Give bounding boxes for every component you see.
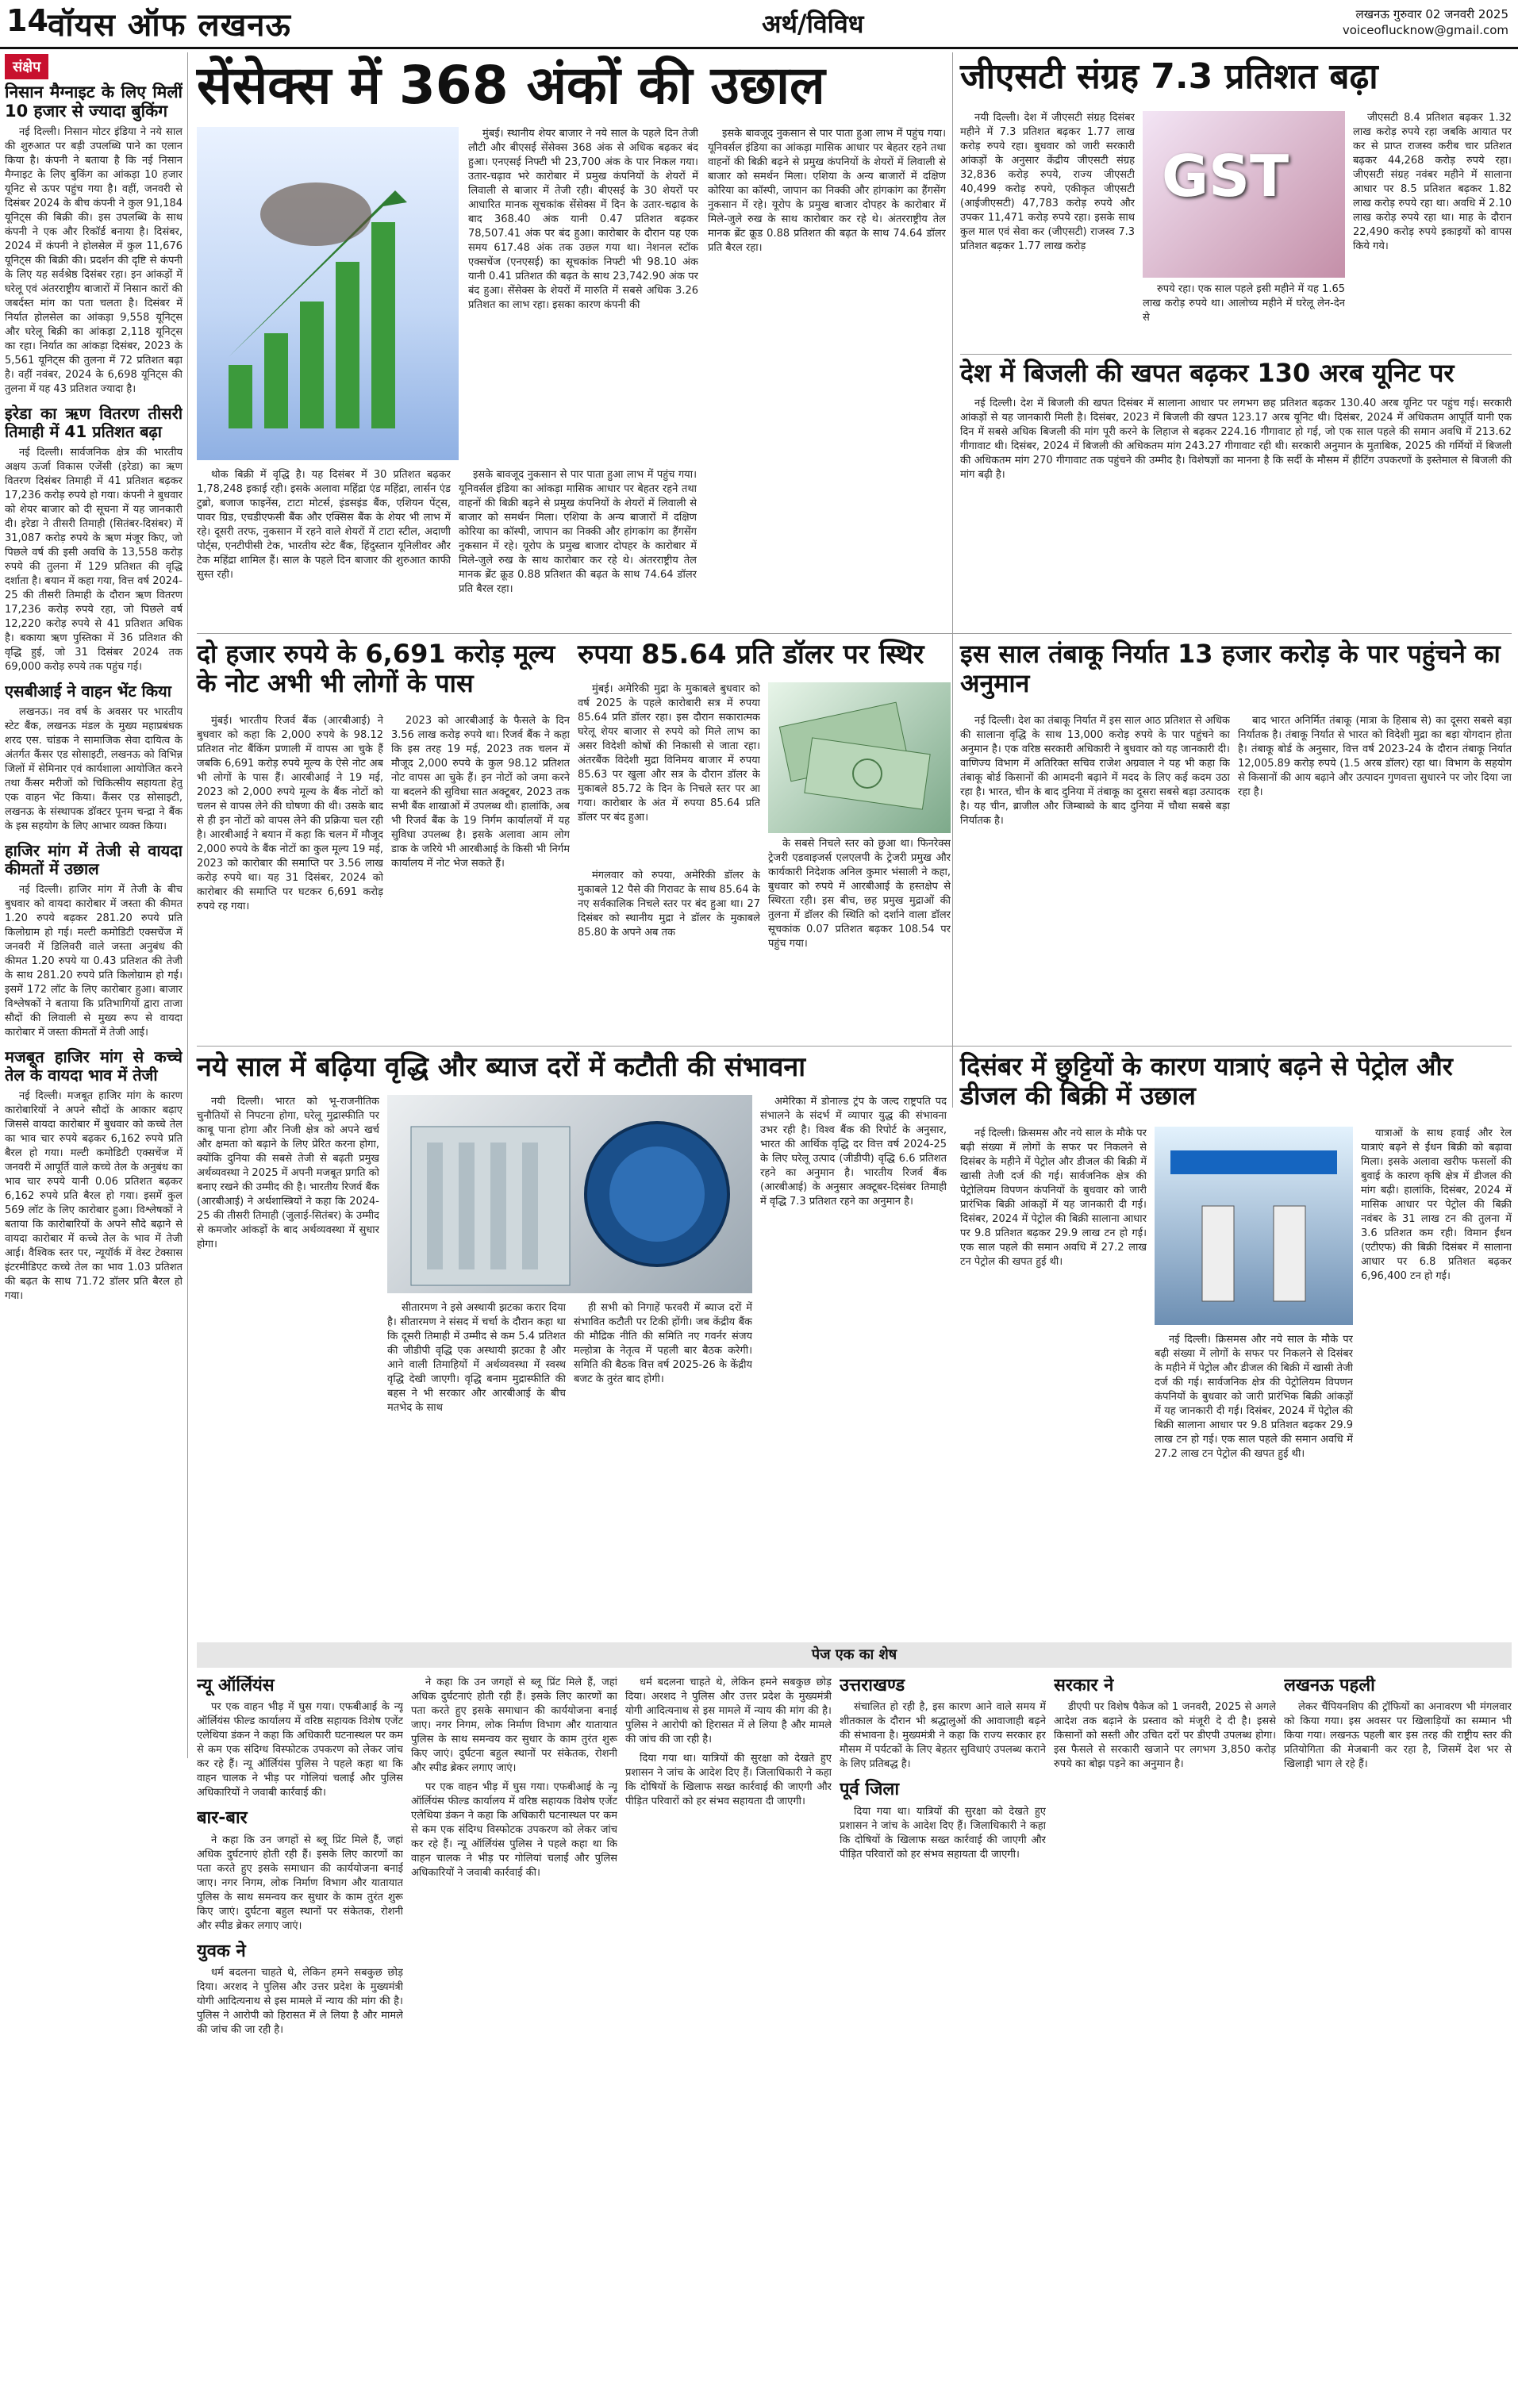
brief-headline-ireda: इरेडा का ऋण वितरण तीसरी तिमाही में 41 प्रतिशत बढ़ा <box>5 404 183 442</box>
power-headline: देश में बिजली की खपत बढ़कर 130 अरब यूनिट पर <box>960 358 1455 388</box>
fuel-column-2 <box>1155 1333 1353 1634</box>
section-rule <box>197 633 1512 634</box>
gst-column-1 <box>960 111 1135 349</box>
section-rule <box>960 354 1512 355</box>
cont-body-baar-baar: ने कहा कि उन जगहों से ब्लू प्रिंट मिले हैं, जहां अधिक दुर्घटनाएं होती रही हैं। इसके लिए कारणों का पता करते हुए इसके समाधान की कार्ययोजना बनाई जाए। नगर निगम, लोक निर्माण विभाग और यातायात पुलिस के साथ समन्वय कर सुधार के काम तुरंत शुरू किए जाएं। दुर्घटना बहुल स्थानों पर संकेतक, रोशनी और स्पीड ब्रेकर लगाए जाएं। <box>197 1834 403 1932</box>
rates-headline: नये साल में बढ़िया वृद्धि और ब्याज दरों में कटौती की संभावना <box>197 1051 806 1083</box>
continuation-banner: पेज एक का शेष <box>197 1642 1512 1668</box>
gst-headline: जीएसटी संग्रह 7.3 प्रतिशत बढ़ा <box>960 56 1378 97</box>
brief-body-zinc: नई दिल्ली। हाजिर मांग में तेजी के बीच बुधवार को वायदा कारोबार में जस्ता की कीमत 1.20 रुपये बढ़कर 281.20 रुपये प्रति किलोग्राम हो गई। मल्टी कमोडिटी एक्सचेंज में जनवरी में डिलिवरी वाले जस्ता अनुबंध की कीमत 1.20 रुपये या 0.43 प्रतिशत की तेजी के साथ 281.20 रुपये प्रति किलोग्राम हो गई। इसमें 172 लॉट के लिए कारोबार हुआ। बाजार विश्लेषकों ने बताया कि प्रतिभागियों द्वारा ताजा सौदों की लिवाली से मुख्य रूप से वायदा कारोबार में जस्ता कीमतों में तेजी आई। <box>5 884 183 1039</box>
sensex-body-1: मुंबई। स्थानीय शेयर बाजार ने नये साल के पहले दिन तेजी लौटी और बीएसई सेंसेक्स 368 अंक से अधिक बढ़कर बंद हुआ। एनएसई निफ्टी भी 23,700 अंक के पार निकल गया। उतार-चढ़ाव भरे कारोबार में प्रमुख कंपनियों के शेयरों में लिवाली से बाजार में तेजी रही। बीएसई के 30 शेयरों पर आधारित मानक सूचकांक सेंसेक्स में दिन के उतार-चढ़ाव के बाद 368.40 अंक यानी 0.47 प्रतिशत बढ़कर 78,507.41 अंक पर बंद हुआ। कारोबार के दौरान यह एक समय 617.48 अंक तक उछल गया था। नेशनल स्टॉक एक्सचेंज (एनएसई) का सूचकांक निफ्टी भी 98.10 अंक यानी 0.41 प्रतिशत की बढ़त के साथ 23,742.90 अंक पर बंद हुआ। सेंसेक्स के शेयरों में मारुति में सबसे अधिक 3.26 प्रतिशत का लाभ रहा। इसका कारण कंपनी की <box>468 128 698 311</box>
tobacco-body-2: बाद भारत अनिर्मित तंबाकू (मात्रा के हिसाब से) का दूसरा सबसे बड़ा निर्यातक है। तंबाकू निर्यात से भारत को विदेशी मुद्रा का बड़ा योगदान होता है। तंबाकू बोर्ड के अनुसार, वित्त वर्ष 2023-24 के दौरान तंबाकू निर्यात 12,005.89 करोड़ रुपये (1.5 अरब डॉलर) रहा था। विभाग के सहयोग से किसानों की आय बढ़ाने और उत्पादन गुणवत्ता सुधारने पर जोर दिया जा रहा है। <box>1238 715 1512 798</box>
gst-image-label: GST <box>1162 143 1289 209</box>
notes-body-1: मुंबई। भारतीय रिजर्व बैंक (आरबीआई) ने बुधवार को कहा कि 2,000 रुपये के 98.12 प्रतिशत नोट बैंकिंग प्रणाली में वापस आ चुके हैं जबकि 6,691 करोड़ रुपये मूल्य के ऐसे नोट अब भी लोगों के पास हैं। आरबीआई ने 19 मई, 2023 को 2,000 रुपये मूल्य के बैंक नोटों को चलन से वापस लेने की घोषणा की थी। उसके बाद से ही इन नोटों को वापस लेने की प्रक्रिया चल रही है। आरबीआई ने बयान में कहा कि चलन में मौजूद 2,000 रुपये के बैंक नोटों का कुल मूल्य 19 मई, 2023 को कारोबार की समाप्ति पर 3.56 लाख करोड़ रुपये था। यह 31 दिसंबर, 2024 को कारोबार की समाप्ति पर घटकर 6,691 करोड़ रुपये रह गया। <box>197 715 383 912</box>
cont-tag-purv-jila: पूर्व जिला <box>840 1780 900 1800</box>
rupee-column-1 <box>578 682 760 865</box>
gst-body-3: रुपये रहा। एक साल पहले इसी महीने में यह 1.65 लाख करोड़ रुपये था। आलोच्य महीने में घरेलू लेन-देन से <box>1143 283 1345 324</box>
brief-headline-crude: मजबूत हाजिर मांग से कच्चे तेल के वायदा भाव में तेजी <box>5 1047 183 1085</box>
cont-body-2b: पर एक वाहन भीड़ में घुस गया। एफबीआई के न्यू ऑर्लियंस फील्ड कार्यालय में वरिष्ठ सहायक विशेष एजेंट एलेथिया डंकन ने कहा कि अधिकारी घटनास्थल पर कम से कम एक संदिग्ध विस्फोटक उपकरण को लेकर जांच कर रहे हैं। न्यू ऑर्लियंस पुलिस ने पहले कहा था कि वाहन चालक ने भीड़ पर गोलियां चलाईं और पुलिस अधिकारियों ने जवाबी कार्रवाई की। <box>411 1781 617 1879</box>
continuation-column-1 <box>197 1676 403 2390</box>
cont-body-lucknow: लेकर चैंपियनशिप की ट्रॉफियों का अनावरण भी मंगलवार को किया गया। इस अवसर पर खिलाड़ियों का सम्मान भी किया गया। लखनऊ पहली बार इस तरह की राष्ट्रीय स्तर की प्रतियोगिता की मेजबानी कर रहा है, जिसमें देश भर से खिलाड़ी भाग ले रहे हैं। <box>1284 1701 1512 1771</box>
brief-body-ireda: नई दिल्ली। सार्वजनिक क्षेत्र की भारतीय अक्षय ऊर्जा विकास एजेंसी (इरेडा) का ऋण वितरण दिसंबर तिमाही में 41 प्रतिशत बढ़कर 17,236 करोड़ रुपये हो गया। कंपनी ने बुधवार को शेयर बाजार को दी सूचना में यह जानकारी दी। इरेडा ने तीसरी तिमाही (सितंबर-दिसंबर) में 31,087 करोड़ रुपये के ऋण मंजूर किए, जो पिछले वर्ष की इसी अवधि के 13,558 करोड़ रुपये की तुलना में 129 प्रतिशत की वृद्धि दर्शाता है। बयान में कहा गया, वित्त वर्ष 2024-25 की तीसरी तिमाही के दौरान ऋण वितरण 17,236 करोड़ रुपये रहा, जो पिछले वर्ष 12,220 करोड़ रुपये से 41 प्रतिशत अधिक है। बकाया ऋण पुस्तिका में 36 प्रतिशत की वृद्धि हुई, जो 31 दिसंबर 2024 तक 69,000 करोड़ रुपये तक पहुंच गई। <box>5 447 183 674</box>
cont-body-yuvak: धर्म बदलना चाहते थे, लेकिन हमने सबकुछ छोड़ दिया। अरशद ने पुलिस और उत्तर प्रदेश के मुख्यमंत्री योगी आदित्यनाथ से इस मामले में न्याय की मांग की है। पुलिस ने आरोपी को हिरासत में ले लिया है और मामले की जांच की जा रही है। <box>197 1966 403 2036</box>
email: voiceoflucknow@gmail.com <box>1342 23 1508 37</box>
rates-body-1: नयी दिल्ली। भारत को भू-राजनीतिक चुनौतियों से निपटना होगा, घरेलू मुद्रास्फीति पर काबू पाना होगा और निजी क्षेत्र को अपने खर्च और क्षमता को बढ़ाने के लिए प्रेरित करना होगा, क्योंकि दुनिया की सबसे तेजी से बढ़ती प्रमुख अर्थव्यवस्था ने 2025 में अपनी मजबूत प्रगति को बनाए रखने की उम्मीद की है। भारतीय रिजर्व बैंक (आरबीआई) ने अर्थशास्त्रियों ने कहा कि 2024-25 की तीसरी तिमाही (जुलाई-सितंबर) के उम्मीद से कमजोर आंकड़ों के बाद अर्थव्यवस्था में सुधार होगा। <box>197 1096 379 1250</box>
rates-body-2: सीतारमण ने इसे अस्थायी झटका करार दिया है। सीतारमण ने संसद में चर्चा के दौरान कहा था कि दूसरी तिमाही में उम्मीद से कम 5.4 प्रतिशत की जीडीपी वृद्धि एक अस्थायी झटका है और आने वाली तिमाहियों में अर्थव्यवस्था में स्वस्थ वृद्धि देखी जाएगी। वृद्धि बनाम मुद्रास्फीति की बहस ने भी सरकार और आरबीआई के बीच मतभेद के साथ <box>387 1302 566 1414</box>
cont-tag-lucknow: लखनऊ पहली <box>1284 1676 1375 1696</box>
cont-tag-new-orleans: न्यू ऑर्लियंस <box>197 1676 275 1696</box>
gst-image <box>1143 111 1345 278</box>
rupee-body-2: के सबसे निचले स्तर को छुआ था। फिनरेक्स ट्रेजरी एडवाइजर्स एलएलपी के ट्रेजरी प्रमुख और कार्यकारी निदेशक अनिल कुमार भंसाली ने कहा, बुधवार को रुपये में आरबीआई के हस्तक्षेप से स्थिरता रही। इस बीच, छह प्रमुख मुद्राओं की तुलना में डॉलर की स्थिति को दर्शाने वाला डॉलर सूचकांक 0.07 प्रतिशत बढ़कर 108.54 पर पहुंच गया। <box>768 838 951 950</box>
brief-headline-zinc: हाजिर मांग में तेजी से वायदा कीमतों में उछाल <box>5 841 183 879</box>
left-brief-column <box>5 83 183 1757</box>
brief-tag: संक्षेप <box>5 54 48 79</box>
tobacco-body-1: नई दिल्ली। देश का तंबाकू निर्यात में इस साल आठ प्रतिशत से अधिक की सालाना वृद्धि के साथ 13,000 करोड़ रुपये के पार पहुंचने का अनुमान है। एक वरिष्ठ सरकारी अधिकारी ने बुधवार को यह जानकारी दी। वाणिज्य विभाग में अतिरिक्त सचिव राजेश अग्रवाल ने यह भी कहा कि तंबाकू बोर्ड किसानों की आमदनी बढ़ाने में मदद के लिए कई कदम उठा रहा है। भारत, चीन के बाद दुनिया में तंबाकू का दूसरा सबसे बड़ा उत्पादक है। यह चीन, ब्राजील और जिम्बाब्वे के बाद दुनिया में चौथा सबसे बड़ा निर्यातक है। <box>960 715 1230 827</box>
fuel-body-1: नई दिल्ली। क्रिसमस और नये साल के मौके पर बढ़ी संख्या में लोगों के सफर पर निकलने से दिसंबर के महीने में पेट्रोल और डीजल की बिक्री में खासी तेजी दर्ज की गई। सार्वजनिक क्षेत्र की पेट्रोलियम विपणन कंपनियों के बुधवार को जारी प्रारंभिक बिक्री आंकड़ों में यह जानकारी दी गई। दिसंबर, 2024 में पेट्रोल की बिक्री सालाना आधार पर 9.8 प्रतिशत बढ़कर 29.9 लाख टन हो गई। एक साल पहले की समान अवधि में 27.2 लाख टन पेट्रोल की खपत हुई थी। <box>960 1127 1147 1268</box>
notes-headline: दो हजार रुपये के 6,691 करोड़ मूल्य के नोट अभी भी लोगों के पास <box>197 639 555 698</box>
brief-headline-sbi: एसबीआई ने वाहन भेंट किया <box>5 682 171 701</box>
gst-column-2 <box>1353 111 1512 349</box>
continuation-column-5 <box>1054 1676 1276 2390</box>
column-divider <box>952 52 953 1108</box>
cont-tag-yuvak: युवक ने <box>197 1941 246 1961</box>
gst-column-3 <box>1143 282 1345 349</box>
column-divider <box>187 52 188 1758</box>
notes-column-2 <box>391 714 570 1039</box>
cont-body-new-orleans: पर एक वाहन भीड़ में घुस गया। एफबीआई के न्यू ऑर्लियंस फील्ड कार्यालय में वरिष्ठ सहायक विशेष एजेंट एलेथिया डंकन ने कहा कि अधिकारी घटनास्थल पर कम से कम एक संदिग्ध विस्फोटक उपकरण को लेकर जांच कर रहे हैं। न्यू ऑर्लियंस पुलिस ने पहले कहा था कि वाहन चालक ने भीड़ पर गोलियां चलाईं और पुलिस अधिकारियों ने जवाबी कार्रवाई की। <box>197 1701 403 1799</box>
rupee-column-3 <box>578 869 760 1039</box>
cont-body-3b: दिया गया था। यात्रियों की सुरक्षा को देखते हुए प्रशासन ने जांच के आदेश दिए हैं। जिलाधिकारी ने कहा कि दोषियों के खिलाफ सख्त कार्रवाई की जाएगी और पीड़ित परिवारों को हर संभव सहायता दी जाएगी। <box>625 1753 832 1807</box>
brief-headline-nissan: निसान मैग्नाइट के लिए मिलीं 10 हजार से ज्यादा बुकिंग <box>5 83 183 121</box>
power-column <box>960 397 1512 627</box>
continuation-column-2 <box>411 1676 617 2390</box>
cont-body-uttarakhand: संचालित हो रही है, इस कारण आने वाले समय में शीतकाल के दौरान भी श्रद्धालुओं की आवाजाही बढ़ने की संभावना है। मुख्यमंत्री ने कहा कि राज्य सरकार हर मौसम में पर्यटकों के लिए बेहतर सुविधाएं उपलब्ध कराने के लिए प्रतिबद्ध है। <box>840 1701 1046 1771</box>
brief-body-sbi: लखनऊ। नव वर्ष के अवसर पर भारतीय स्टेट बैंक, लखनऊ मंडल के मुख्य महाप्रबंधक शरद एस. चांडक ने सामाजिक सेवा दायित्व के अंतर्गत कैंसर एड सोसाइटी, लखनऊ को विभिन्न जिलों में सेमिनार एवं कार्यशाला आयोजित करने तथा कैंसर मरीजों को चिकित्सीय सहायता हेतु एक वाहन भेंट किया। कैंसर एड सोसाइटी, लखनऊ के संस्थापक डॉक्टर पूनम चन्द्रा ने बैंक के इस सहयोग के लिए आभार व्यक्त किया। <box>5 706 183 833</box>
sensex-bull-image <box>197 127 459 460</box>
rupee-body-3: मंगलवार को रुपया, अमेरिकी डॉलर के मुकाबले 12 पैसे की गिरावट के साथ 85.64 के नए सर्वकालिक निचले स्तर पर बंद हुआ था। 27 दिसंबर को स्थानीय मुद्रा ने डॉलर के मुकाबले 85.80 के अपने अब तक <box>578 870 760 939</box>
rupee-column-2 <box>768 837 951 1039</box>
rbi-building-image <box>387 1095 752 1293</box>
fuel-headline: दिसंबर में छुट्टियों के कारण यात्राएं बढ़ने से पेट्रोल और डीजल की बिक्री में उछाल <box>960 1051 1453 1111</box>
fuel-column-3 <box>1361 1127 1512 1634</box>
dateline <box>1343 6 1508 38</box>
cont-body-sarkar: डीएपी पर विशेष पैकेज को 1 जनवरी, 2025 से अगले आदेश तक बढ़ाने के प्रस्ताव को मंजूरी दे दी है। इससे किसानों को सस्ती और उचित दरों पर डीएपी उपलब्ध होगा। इस फैसले से सरकारी खजाने पर लगभग 3,850 करोड़ रुपये का बोझ पड़ने का अनुमान है। <box>1054 1701 1276 1771</box>
sensex-column-1 <box>468 127 698 460</box>
section-title: अर्थ/विविध <box>762 9 864 39</box>
rupee-body-1: मुंबई। अमेरिकी मुद्रा के मुकाबले बुधवार को वर्ष 2025 के पहले कारोबारी सत्र में रुपया 85.64 प्रति डॉलर रहा। इस दौरान सकारात्मक घरेलू शेयर बाजार से रुपये को मिले लाभ का असर विदेशी कोषों की निकासी से जाता रहा। अंतरबैंक विदेशी मुद्रा विनिमय बाजार में रुपया 85.63 पर खुला और सत्र के दौरान डॉलर के मुकाबले 85.72 के दिन के निचले स्तर पर आ गया। कारोबार के अंत में रुपया 85.64 प्रति डॉलर पर बंद हुआ। <box>578 683 760 824</box>
page-number: 14 <box>6 3 48 38</box>
rates-column-1 <box>197 1095 379 1634</box>
masthead: वॉयस ऑफ लखनऊ <box>48 7 291 44</box>
continuation-column-3 <box>625 1676 832 2390</box>
sensex-body-3: इसके बावजूद नुकसान से पार पाता हुआ लाभ में पहुंच गया। यूनिवर्सल इंडिया का आंकड़ा मासिक आधार पर बेहतर रहने तथा वाहनों की बिक्री बढ़ने से प्रमुख कंपनियों के शेयरों में लिवाली से बाजार को समर्थन मिला। एशिया के अन्य बाजारों में दक्षिण कोरिया का कॉस्पी, जापान का निक्की और हांगकांग का हैंगसेंग नुकसान में रहे। यूरोप के प्रमुख बाजार दोपहर के कारोबार में मिले-जुले रुख के साथ कारोबार कर रहे थे। अंतरराष्ट्रीय तेल मानक ब्रेंट क्रूड 0.88 प्रतिशत की बढ़त के साथ 74.64 डॉलर प्रति बैरल रहा। <box>459 469 697 595</box>
dollar-notes-image <box>768 682 951 833</box>
section-rule <box>197 1046 1512 1047</box>
cont-body-2: ने कहा कि उन जगहों से ब्लू प्रिंट मिले हैं, जहां अधिक दुर्घटनाएं होती रही हैं। इसके लिए कारणों का पता करते हुए इसके समाधान की कार्ययोजना बनाई जाए। नगर निगम, लोक निर्माण विभाग और यातायात पुलिस के साथ समन्वय कर सुधार के काम तुरंत शुरू किए जाएं। दुर्घटना बहुल स्थानों पर संकेतक, रोशनी और स्पीड ब्रेकर लगाए जाएं। <box>411 1676 617 1774</box>
sensex-headline: सेंसेक्स में 368 अंकों की उछाल <box>197 55 825 116</box>
sensex-body-4: इसके बावजूद नुकसान से पार पाता हुआ लाभ में पहुंच गया। यूनिवर्सल इंडिया का आंकड़ा मासिक आधार पर बेहतर रहने तथा वाहनों की बिक्री बढ़ने से प्रमुख कंपनियों के शेयरों में लिवाली से बाजार को समर्थन मिला। एशिया के अन्य बाजारों में दक्षिण कोरिया का कॉस्पी, जापान का निक्की और हांगकांग का हैंगसेंग नुकसान में रहे। यूरोप के प्रमुख बाजार दोपहर के कारोबार में मिले-जुले रुख के साथ कारोबार कर रहे थे। अंतरराष्ट्रीय तेल मानक ब्रेंट क्रूड 0.88 प्रतिशत की बढ़त के साथ 74.64 डॉलर प्रति बैरल रहा। <box>708 128 946 254</box>
fuel-body-2: यात्राओं के साथ हवाई और रेल यात्राएं बढ़ने से ईंधन बिक्री को बढ़ावा मिला। इसके अलावा खरीफ फसलों की बुवाई के कारण कृषि क्षेत्र में डीजल की मांग बढ़ी। हालांकि, दिसंबर, 2024 में मासिक आधार पर पेट्रोल की बिक्री नवंबर के 31 लाख टन की तुलना में 3.6 प्रतिशत कम रही। विमान ईंधन (एटीएफ) की बिक्री दिसंबर में सालाना आधार पर 6.8 प्रतिशत बढ़कर 6,96,400 टन हो गई। <box>1361 1127 1512 1282</box>
cont-tag-baar-baar: बार-बार <box>197 1808 248 1829</box>
power-body: नई दिल्ली। देश में बिजली की खपत दिसंबर में सालाना आधार पर लगभग छह प्रतिशत बढ़कर 130.40 अरब यूनिट पर पहुंच गई। सरकारी आंकड़ों से यह जानकारी मिली है। दिसंबर, 2023 में बिजली की खपत 123.17 अरब यूनिट थी। दिसंबर, 2024 में अधिकतम आपूर्ति यानी एक दिन में सबसे अधिक बिजली की मांग पूरी करने के लिहाज से बढ़कर 224.16 गीगावाट हो गई, जो एक साल पहले की समान अवधि में 213.62 गीगावाट थी। दिसंबर, 2024 में बिजली की अधिकतम मांग 243.27 गीगावाट रही थी। सरकारी अनुमान के मुताबिक, 2025 की गर्मियों में बिजली की अधिकतम मांग 270 गीगावाट तक पहुंचने की उम्मीद है। विशेषज्ञों का मानना है कि सर्दी के मौसम में हीटिंग उपकरणों के इस्तेमाल से बिजली की मांग बढ़ी है। <box>960 397 1512 481</box>
rates-body-3: ही सभी को निगाहें फरवरी में ब्याज दरों में संभावित कटौती पर टिकी होंगी। जब केंद्रीय बैंक की मौद्रिक नीति की समिति नए गवर्नर संजय मल्होत्रा के नेतृत्व में पहली बार बैठक करेगी। समिति की बैठक वित्त वर्ष 2025-26 के केंद्रीय बजट के तुरंत बाद होगी। <box>574 1302 752 1385</box>
cont-tag-sarkar: सरकार ने <box>1054 1676 1114 1696</box>
fuel-station-image <box>1155 1127 1353 1325</box>
rupee-headline: रुपया 85.64 प्रति डॉलर पर स्थिर <box>578 639 924 670</box>
continuation-column-6 <box>1284 1676 1512 2390</box>
cont-body-3: धर्म बदलना चाहते थे, लेकिन हमने सबकुछ छोड़ दिया। अरशद ने पुलिस और उत्तर प्रदेश के मुख्यमंत्री योगी आदित्यनाथ से इस मामले में न्याय की मांग की है। पुलिस ने आरोपी को हिरासत में ले लिया है और मामले की जांच की जा रही है। <box>625 1676 832 1746</box>
rates-body-4: अमेरिका में डोनाल्ड ट्रंप के जल्द राष्ट्रपति पद संभालने के संदर्भ में व्यापार युद्ध की संभावना उभर रही है। विश्व बैंक की रिपोर्ट के अनुसार, भारत की आर्थिक वृद्धि दर वित्त वर्ष 2024-25 के लिए घरेलू उत्पाद (जीडीपी) वृद्धि 6.6 प्रतिशत रहने का अनुमान है। भारतीय रिजर्व बैंक (आरबीआई) के अनुसार अक्टूबर-दिसंबर तिमाही में वृद्धि 7.3 प्रतिशत रहने का अनुमान है। <box>760 1096 947 1208</box>
rates-column-4 <box>760 1095 947 1634</box>
notes-body-2: 2023 को आरबीआई के फैसले के दिन 3.56 लाख करोड़ रुपये था। रिजर्व बैंक ने कहा कि इस तरह 19 मई, 2023 तक चलन में मौजूद 2,000 रुपये के कुल 98.12 प्रतिशत नोट वापस आ चुके हैं। इन नोटों को जमा करने या बदलने की सुविधा सात अक्टूबर, 2023 तक सभी बैंक शाखाओं में उपलब्ध थी। हालांकि, अब भी रिजर्व बैंक के 19 निर्गम कार्यालयों में यह सुविधा उपलब्ध है। इसके अलावा आम लोग डाक के जरिये भी आरबीआई के किसी भी निर्गम कार्यालय में नोट भेज सकते हैं। <box>391 715 570 870</box>
rates-column-2 <box>387 1301 566 1634</box>
sensex-column-4 <box>708 127 946 627</box>
continuation-column-4 <box>840 1676 1046 2390</box>
gst-body-1: नयी दिल्ली। देश में जीएसटी संग्रह दिसंबर महीने में 7.3 प्रतिशत बढ़कर 1.77 लाख करोड़ रुपये रहा। बुधवार को जारी सरकारी आंकड़ों के अनुसार केंद्रीय जीएसटी संग्रह 32,836 करोड़ रुपये, राज्य जीएसटी 40,499 करोड़ रुपये, एकीकृत जीएसटी (आईजीएसटी) 47,783 करोड़ रुपये और उपकर 11,471 करोड़ रुपये रहा। इसके साथ कुल माल एवं सेवा कर (जीएसटी) राजस्व 7.3 प्रतिशत बढ़कर 1.77 लाख करोड़ <box>960 112 1135 252</box>
brief-body-nissan: नई दिल्ली। निसान मोटर इंडिया ने नये साल की शुरुआत पर बड़ी उपलब्धि पाने का एलान किया है। कंपनी ने बताया है कि नई निसान मैग्नाइट के लिए बुकिंग का आंकड़ा 10 हजार यूनिट से ऊपर पहुंच गया है। वहीं, जनवरी से दिसंबर 2024 के बीच कंपनी ने कुल 91,184 यूनिट्स की बिक्री की। इस उपलब्धि के साथ कंपनी ने एक और रिकॉर्ड बनाया है। दिसंबर, 2024 में कंपनी ने होलसेल में कुल 11,676 यूनिट्स की बिक्री की। प्रदर्शन की दृष्टि से कंपनी के लिए यह सर्वश्रेष्ठ दिसंबर रहा। इन आंकड़ों में घरेलू एवं अंतरराष्ट्रीय बाजारों में निसान कारों की जबर्दस्त मांग का पता चलता है। दिसंबर में निर्यात होलसेल का आंकड़ा 9,558 यूनिट्स और घरेलू बिक्री का आंकड़ा 2,118 यूनिट्स का रहा। निर्यात का आंकड़ा दिसंबर, 2023 के 5,561 यूनिट्स की तुलना में 72 प्रतिशत बढ़ा है। वहीं नवंबर, 2024 के 6,698 यूनिट्स की तुलना में यह 43 प्रतिशत ज्यादा है। <box>5 126 183 396</box>
tobacco-column-2 <box>1238 714 1512 1039</box>
sensex-body-2: थोक बिक्री में वृद्धि है। यह दिसंबर में 30 प्रतिशत बढ़कर 1,78,248 इकाई रही। इसके अलावा महिंद्रा एंड महिंद्रा, लार्सन एंड टुब्रो, बजाज फाइनेंस, टाटा मोटर्स, इंडसइंड बैंक, एशियन पेंट्स, पावर ग्रिड, एचडीएफसी बैंक और एक्सिस बैंक के शेयर भी लाभ में रहे। दूसरी तरफ, नुकसान में रहने वाले शेयरों में टाटा स्टील, अदाणी पोर्ट्स, एनटीपीसी टेक, भारतीय स्टेट बैंक, हिंदुस्तान यूनिलीवर और टेक महिंद्रा शामिल हैं। साल के पहले दिन बाजार की शुरुआत काफी सुस्त रही। <box>197 469 451 581</box>
rates-column-3 <box>574 1301 752 1634</box>
date: लखनऊ गुरुवार 02 जनवरी 2025 <box>1355 7 1508 21</box>
brief-body-crude: नई दिल्ली। मजबूत हाजिर मांग के कारण कारोबारियों ने अपने सौदों के आकार बढ़ाए जिससे वायदा कारोबार में बुधवार को कच्चे तेल का भाव चार रुपये बढ़कर 6,162 रुपये प्रति बैरल हो गया। मल्टी कमोडिटी एक्सचेंज में जनवरी में आपूर्ति वाले कच्चे तेल के अनुबंध का भाव चार रुपये यानी 0.06 प्रतिशत बढ़कर 6,162 रुपये प्रति बैरल हो गया। इसमें कुल 569 लॉट के लिए कारोबार हुआ। विश्लेषकों ने बताया कि कारोबारियों के अपने सौदे बढ़ाने से वायदा कारोबार में कच्चे तेल के भाव में तेजी आई। वैश्विक स्तर पर, न्यूयॉर्क में वेस्ट टेक्सास इंटरमीडिएट कच्चे तेल का भाव 1.03 प्रतिशत की बढ़त के साथ 71.72 डॉलर प्रति बैरल हो गया। <box>5 1090 183 1303</box>
sensex-column-2 <box>197 468 451 627</box>
sensex-column-3 <box>459 468 697 627</box>
cont-tag-uttarakhand: उत्तराखण्ड <box>840 1676 905 1696</box>
notes-column-1 <box>197 714 383 1039</box>
fuel-body-1b: नई दिल्ली। क्रिसमस और नये साल के मौके पर बढ़ी संख्या में लोगों के सफर पर निकलने से दिसंबर के महीने में पेट्रोल और डीजल की बिक्री में खासी तेजी दर्ज की गई। सार्वजनिक क्षेत्र की पेट्रोलियम विपणन कंपनियों के बुधवार को जारी प्रारंभिक बिक्री आंकड़ों में यह जानकारी दी गई। दिसंबर, 2024 में पेट्रोल की बिक्री सालाना आधार पर 9.8 प्रतिशत बढ़कर 29.9 लाख टन हो गई। एक साल पहले की समान अवधि में 27.2 लाख टन पेट्रोल की खपत हुई थी। <box>1155 1334 1353 1460</box>
cont-body-purv-jila: दिया गया था। यात्रियों की सुरक्षा को देखते हुए प्रशासन ने जांच के आदेश दिए हैं। जिलाधिकारी ने कहा कि दोषियों के खिलाफ सख्त कार्रवाई की जाएगी और पीड़ित परिवारों को हर संभव सहायता दी जाएगी। <box>840 1805 1046 1861</box>
gst-body-2: जीएसटी 8.4 प्रतिशत बढ़कर 1.32 लाख करोड़ रुपये रहा जबकि आयात पर कर से प्राप्त राजस्व करीब चार प्रतिशत बढ़कर 44,268 करोड़ रुपये रहा। जीएसटी संग्रह नवंबर महीने में सालाना आधार पर 8.5 प्रतिशत बढ़कर 1.82 लाख करोड़ रुपये रहा था। अवधि में 2.10 लाख करोड़ रुपये रहा था। माह के दौरान 22,490 करोड़ रुपये इकाइयों को वापस किये गये। <box>1353 112 1512 252</box>
fuel-column-1 <box>960 1127 1147 1634</box>
tobacco-column-1 <box>960 714 1230 1039</box>
tobacco-headline: इस साल तंबाकू निर्यात 13 हजार करोड़ के पार पहुंचने का अनुमान <box>960 639 1501 698</box>
